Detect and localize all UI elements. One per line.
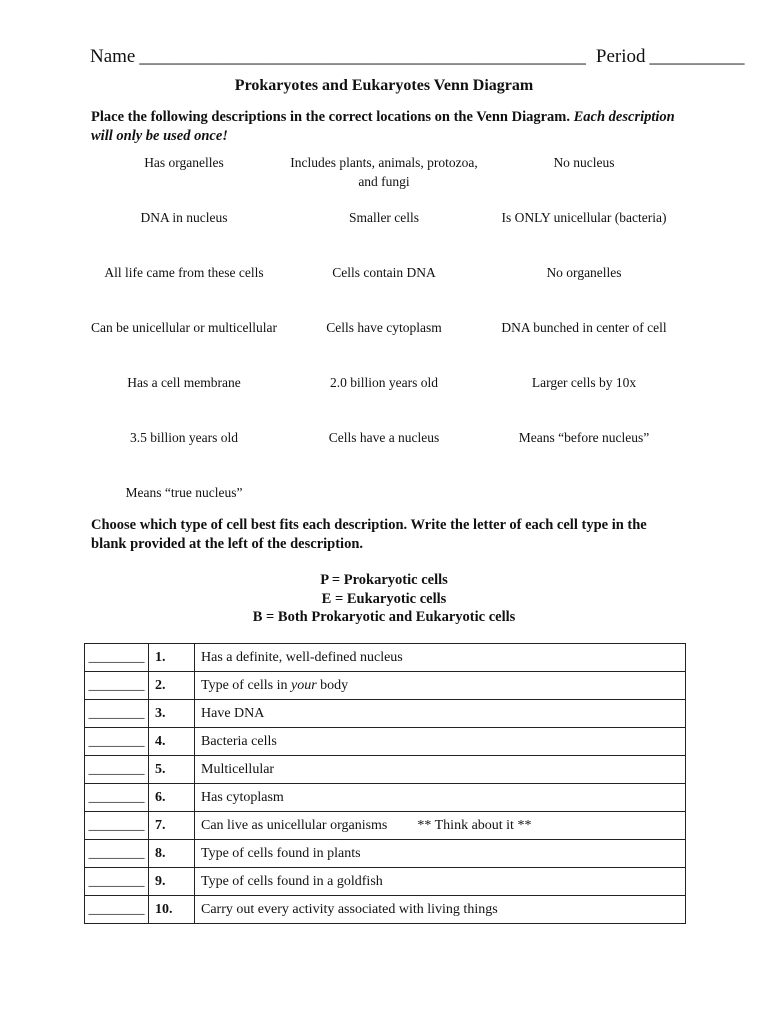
description-item: Has a cell membrane [127, 375, 241, 390]
table-row [85, 672, 686, 700]
description-row [84, 153, 684, 208]
question-text-part: body [316, 677, 349, 693]
table-row [85, 840, 686, 868]
description-item: Has organelles [144, 155, 224, 170]
question-note: ** Think about it ** [417, 817, 532, 833]
venn-instructions-italic: Each description will only be used once! [91, 109, 675, 144]
description-item: DNA in nucleus [140, 210, 228, 225]
description-item: Cells have a nucleus [328, 430, 440, 445]
question-text: Type of cells found in plants [195, 840, 686, 868]
legend-eukaryotic: E = Eukaryotic cells [321, 590, 447, 607]
description-item: Smaller cells [348, 210, 420, 225]
question-text [195, 812, 686, 840]
description-row [84, 318, 684, 373]
description-item: Is ONLY unicellular (bacteria) [501, 210, 667, 225]
description-item: Means “true nucleus” [125, 485, 243, 500]
question-number: 7. [149, 812, 195, 840]
answer-blank[interactable]: ________ [85, 756, 149, 784]
description-item: All life came from these cells [104, 265, 264, 280]
answer-blank[interactable]: ________ [85, 896, 149, 924]
question-number: 6. [149, 784, 195, 812]
period-blank[interactable]: __________ [649, 46, 745, 67]
legend-both: B = Both Prokaryotic and Eukaryotic cells [252, 609, 516, 625]
description-item: 3.5 billion years old [130, 430, 238, 445]
description-item: No nucleus [553, 155, 615, 170]
description-grid [84, 153, 684, 538]
question-text: Carry out every activity associated with living things [195, 896, 686, 924]
question-number: 2. [149, 672, 195, 700]
description-row [84, 373, 684, 428]
answer-blank[interactable]: ________ [85, 840, 149, 868]
name-blank[interactable]: _______________________________________________ [139, 46, 586, 67]
question-number: 1. [149, 644, 195, 672]
description-row [84, 208, 684, 263]
legend-prokaryotic: P = Prokaryotic cells [320, 572, 448, 588]
question-text-part: Can live as unicellular organisms [201, 817, 388, 833]
cell-type-legend [0, 571, 768, 627]
choose-instructions: Choose which type of cell best fits each description. Write the letter of each cell type in the blank provided at the left of the description. [91, 517, 647, 552]
question-text [195, 672, 686, 700]
question-number: 3. [149, 700, 195, 728]
description-item: DNA bunched in center of cell [501, 320, 667, 335]
table-row [85, 784, 686, 812]
description-item: No organelles [546, 265, 622, 280]
description-item: Includes plants, animals, protozoa, and fungi [290, 155, 478, 189]
venn-instructions [91, 108, 681, 146]
question-text: Multicellular [195, 756, 686, 784]
answer-blank[interactable]: ________ [85, 784, 149, 812]
answer-blank[interactable]: ________ [85, 644, 149, 672]
answer-table [84, 643, 686, 924]
venn-instructions-text: Place the following descriptions in the correct locations on the Venn Diagram. [91, 109, 574, 125]
question-text-italic: your [291, 677, 317, 693]
table-row [85, 728, 686, 756]
description-item: Larger cells by 10x [531, 375, 637, 390]
table-row [85, 644, 686, 672]
answer-blank[interactable]: ________ [85, 672, 149, 700]
answer-blank[interactable]: ________ [85, 812, 149, 840]
worksheet-title: Prokaryotes and Eukaryotes Venn Diagram [234, 77, 534, 94]
question-number: 10. [149, 896, 195, 924]
answer-blank[interactable]: ________ [85, 728, 149, 756]
description-row [84, 263, 684, 318]
question-number: 5. [149, 756, 195, 784]
question-number: 4. [149, 728, 195, 756]
answer-blank[interactable]: ________ [85, 700, 149, 728]
table-row [85, 700, 686, 728]
description-item: Can be unicellular or multicellular [91, 320, 277, 335]
table-row [85, 756, 686, 784]
description-item: Cells contain DNA [332, 265, 436, 280]
description-row [84, 428, 684, 483]
table-row [85, 868, 686, 896]
name-label: Name [90, 46, 136, 67]
period-label: Period [595, 46, 646, 67]
question-text: Has a definite, well-defined nucleus [195, 644, 686, 672]
question-text: Bacteria cells [195, 728, 686, 756]
question-text-part: Type of cells in [201, 677, 291, 693]
name-period-line [90, 46, 745, 68]
table-row [85, 812, 686, 840]
description-item: 2.0 billion years old [330, 375, 438, 390]
question-number: 8. [149, 840, 195, 868]
question-number: 9. [149, 868, 195, 896]
answer-blank[interactable]: ________ [85, 868, 149, 896]
question-text: Has cytoplasm [195, 784, 686, 812]
question-text: Type of cells found in a goldfish [195, 868, 686, 896]
table-row [85, 896, 686, 924]
question-text: Have DNA [195, 700, 686, 728]
description-item: Cells have cytoplasm [326, 320, 442, 335]
description-item: Means “before nucleus” [518, 430, 650, 445]
